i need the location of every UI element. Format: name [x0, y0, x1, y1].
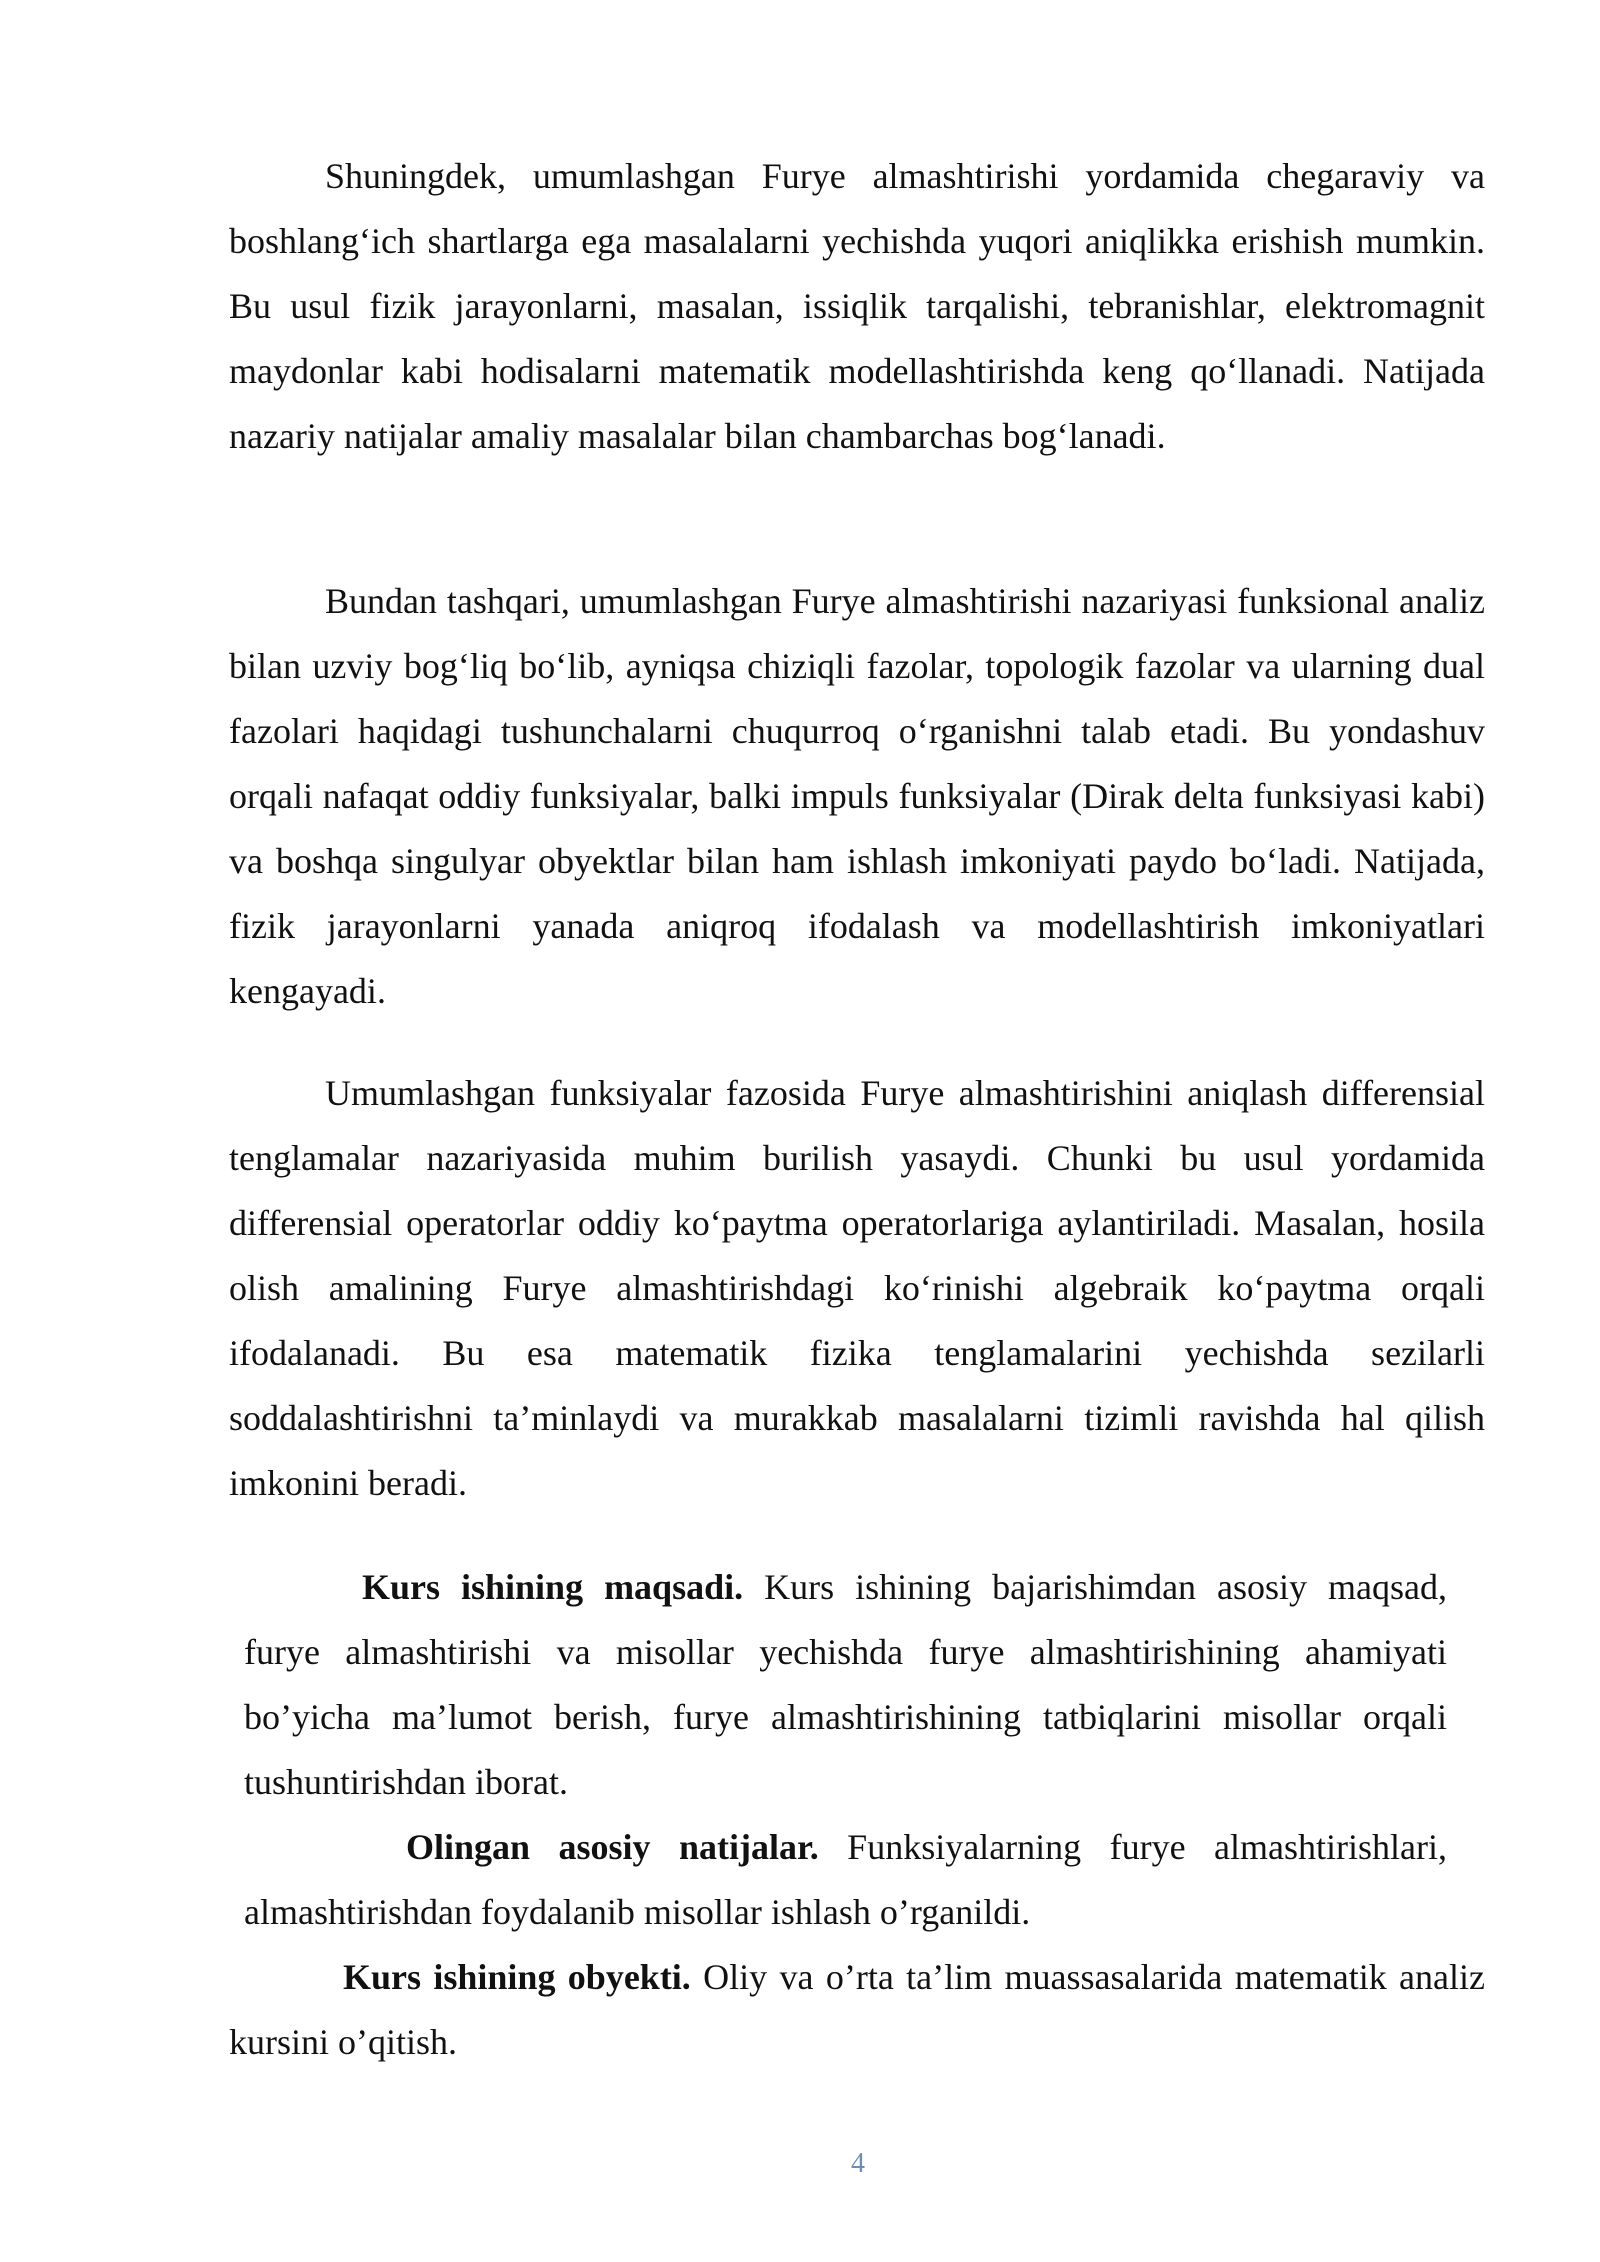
section-heading: Kurs ishining obyekti.	[343, 1957, 691, 1997]
paragraph: Shuningdek, umumlashgan Furye almashtirishi yordamida chegaraviy va boshlang‘ich shartlarga ega masalalarni yechishda yuqori aniqlikka erishish mumkin. Bu usul fizik jarayonlarni, masalan, issiqlik tarqalishi, tebranishlar, elektromagnit maydonlar kabi hodisalarni matematik modellashtirishda keng qo‘llanadi. Natijada nazariy natijalar amaliy masalalar bilan chambarchas bog‘lanadi.	[229, 156, 1485, 456]
section-text: Funksiyalarning furye almashtirishlari, almashtirishdan foydalanib misollar ishlash o’rganildi.	[244, 1827, 1448, 1932]
section-results	[244, 1815, 1447, 1945]
section-object	[229, 1945, 1485, 2075]
paragraph: Bundan tashqari, umumlashgan Furye almashtirishi nazariyasi funksional analiz bilan uzviy bog‘liq bo‘lib, ayniqsa chiziqli fazolar, topologik fazolar va ularning dual fazolari haqidagi tushunchalarni chuqurroq o‘rganishni talab etadi. Bu yondashuv orqali nafaqat oddiy funksiyalar, balki impuls funksiyalar (Dirak delta funksiyasi kabi) va boshqa singulyar obyektlar bilan ham ishlash imkoniyati paydo bo‘ladi. Natijada, fizik jarayonlarni yanada aniqroq ifodalash va modellashtirish imkoniyatlari kengayadi.	[229, 581, 1485, 1011]
section-heading: Olingan asosiy natijalar.	[406, 1827, 819, 1867]
section-text: Kurs ishining bajarishimdan asosiy maqsad, furye almashtirishi va misollar yechishda furye almashtirishining ahamiyati bo’yicha ma’lumot berish, furye almashtirishining tatbiqlarini misollar orqali tushuntirishdan iborat.	[244, 1567, 1448, 1802]
section-goal	[244, 1555, 1447, 1815]
page-number: 4	[851, 2148, 865, 2179]
section-heading: Kurs ishining maqsadi.	[362, 1567, 744, 1607]
paragraph: Umumlashgan funksiyalar fazosida Furye almashtirishini aniqlash differensial tenglamalar nazariyasida muhim burilish yasaydi. Chunki bu usul yordamida differensial operatorlar oddiy ko‘paytma operatorlariga aylantiriladi. Masalan, hosila olish amalining Furye almashtirishdagi ko‘rinishi algebraik ko‘paytma orqali ifodalanadi. Bu esa matematik fizika tenglamalarini yechishda sezilarli soddalashtirishni ta’minlaydi va murakkab masalalarni tizimli ravishda hal qilish imkonini beradi.	[229, 1073, 1485, 1503]
section-text: Oliy va o’rta ta’lim muassasalarida matematik analiz kursini o’qitish.	[229, 1957, 1485, 2062]
